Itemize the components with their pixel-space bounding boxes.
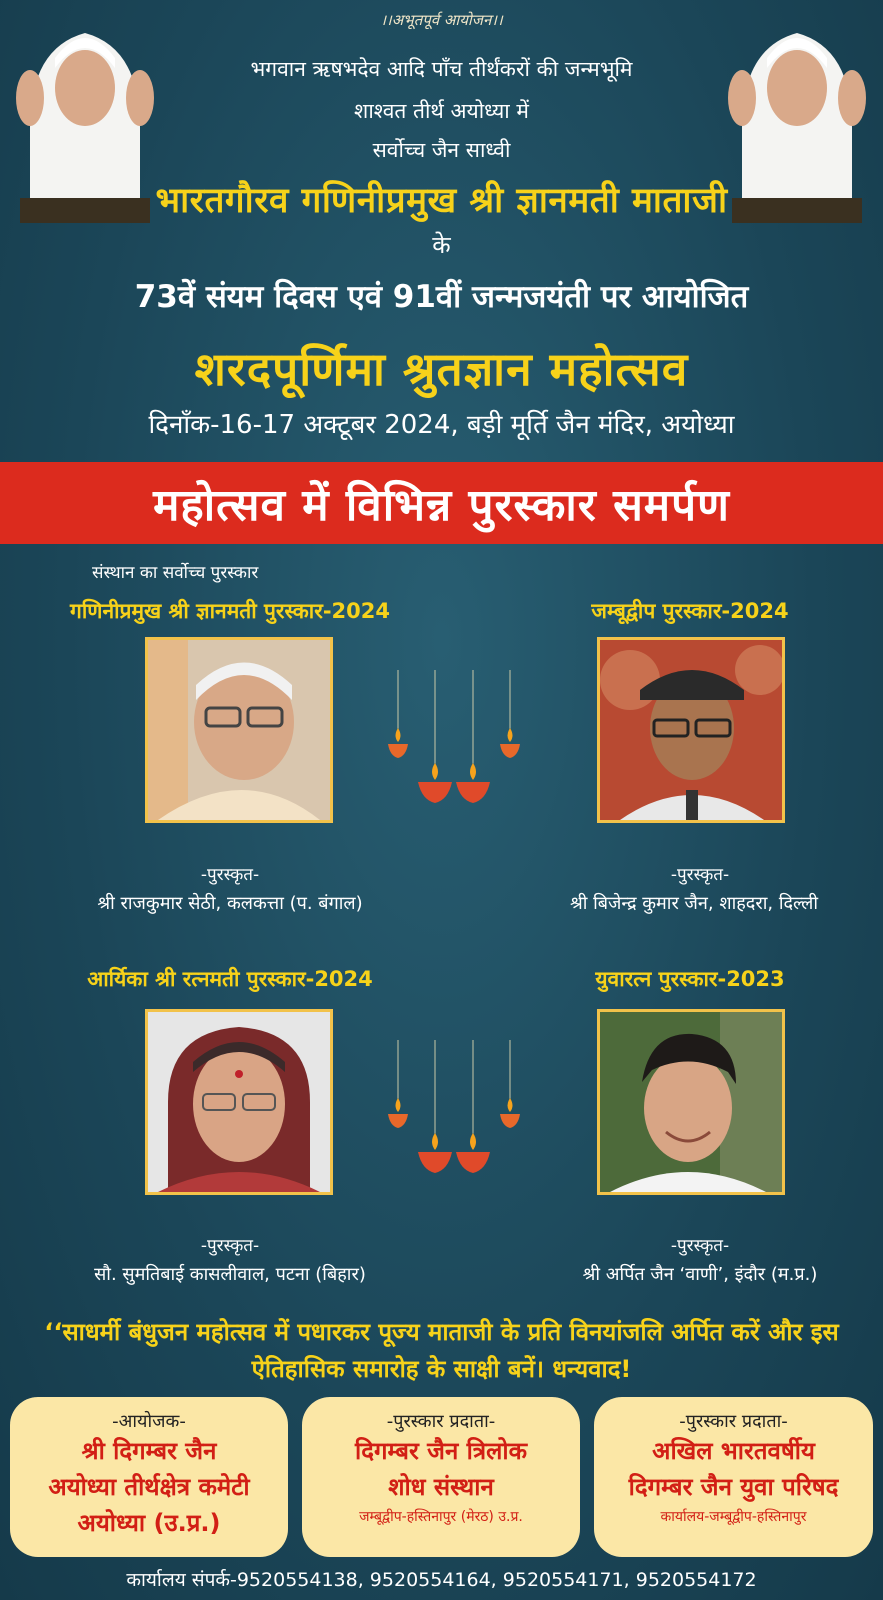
award-2-title: जम्बूद्वीप पुरस्कार-2024 [591,599,789,623]
award-4-label: -पुरस्कृत- [670,1236,730,1256]
awardee-4-photo [597,1009,785,1195]
diya-lamps-decoration-1 [388,670,538,820]
organizer-name-line-1: श्री दिगम्बर जैन [81,1437,217,1465]
organizer-box [10,1397,288,1557]
awardee-1-photo [145,637,333,823]
award-2-recipient: श्री बिजेन्द्र कुमार जैन, शाहदरा, दिल्ली [569,893,819,914]
header-line-3: सर्वोच्च जैन साध्वी [372,138,511,162]
office-contact: कार्यालय संपर्क-9520554138, 9520554164, 9520554171, 9520554172 [126,1569,757,1591]
provider-1-address: जम्बूद्वीप-हस्तिनापुर (मेरठ) उ.प्र. [359,1509,523,1525]
tagline: ।।अभूतपूर्व आयोजन।। [380,11,503,29]
organizer-name-line-3: अयोध्या (उ.प्र.) [77,1509,221,1537]
award-1-subtitle: संस्थान का सर्वोच्च पुरस्कार [92,563,259,583]
provider-2-name-line-2: दिगम्बर जैन युवा परिषद [628,1473,839,1501]
awardee-2-photo [597,637,785,823]
provider-2-name-line-1: अखिल भारतवर्षीय [652,1437,815,1465]
organizer-name-line-2: अयोध्या तीर्थक्षेत्र कमेटी [48,1473,250,1501]
provider-2-role: -पुरस्कार प्रदाता- [679,1411,788,1432]
award-4-title: युवारत्न पुरस्कार-2023 [595,967,785,991]
award-1-recipient: श्री राजकुमार सेठी, कलकत्ता (प. बंगाल) [97,893,363,914]
award-3-title: आर्यिका श्री रत्नमती पुरस्कार-2024 [87,967,373,991]
awardee-3-photo [145,1009,333,1195]
award-1-title: गणिनीप्रमुख श्री ज्ञानमती पुरस्कार-2024 [70,599,390,623]
invitation-quote: ‘‘साधर्मी बंधुजन महोत्सव में पधारकर पूज्य माताजी के प्रति विनयांजलि अर्पित करें और इस ऐतिहासिक समारोह के साक्षी बनें। धन्यवाद! [44,1318,839,1383]
header-line-2: शाश्वत तीर्थ अयोध्या में [354,99,529,123]
award-3-recipient: सौ. सुमतिबाई कासलीवाल, पटना (बिहार) [94,1264,366,1285]
header-line-5: के [432,231,451,259]
awards-banner: महोत्सव में विभिन्न पुरस्कार समर्पण [0,462,883,544]
header-line-1: भगवान ऋषभदेव आदि पाँच तीर्थंकरों की जन्मभूमि [250,57,633,81]
occasion-line: 73वें संयम दिवस एवं 91वीं जन्मजयंती पर आयोजित [134,279,749,315]
award-2-label: -पुरस्कृत- [670,865,730,885]
mataji-title: भारतगौरव गणिनीप्रमुख श्री ज्ञानमती माताजी [155,181,728,221]
award-provider-box-2 [594,1397,873,1557]
diya-lamps-decoration-2 [388,1040,538,1190]
organizer-role: -आयोजक- [112,1411,186,1432]
provider-2-address: कार्यालय-जम्बूद्वीप-हस्तिनापुर [660,1509,807,1525]
provider-1-name-line-1: दिगम्बर जैन त्रिलोक [354,1437,527,1465]
award-provider-box-1 [302,1397,580,1557]
festival-title: शरदपूर्णिमा श्रुतज्ञान महोत्सव [194,342,689,396]
award-1-label: -पुरस्कृत- [200,865,260,885]
provider-1-role: -पुरस्कार प्रदाता- [386,1411,496,1432]
provider-1-name-line-2: शोध संस्थान [388,1473,494,1501]
award-4-recipient: श्री अर्पित जैन ‘वाणी’, इंदौर (म.प्र.) [582,1264,818,1285]
award-3-label: -पुरस्कृत- [200,1236,260,1256]
date-venue: दिनाँक-16-17 अक्टूबर 2024, बड़ी मूर्ति जैन मंदिर, अयोध्या [148,410,735,440]
